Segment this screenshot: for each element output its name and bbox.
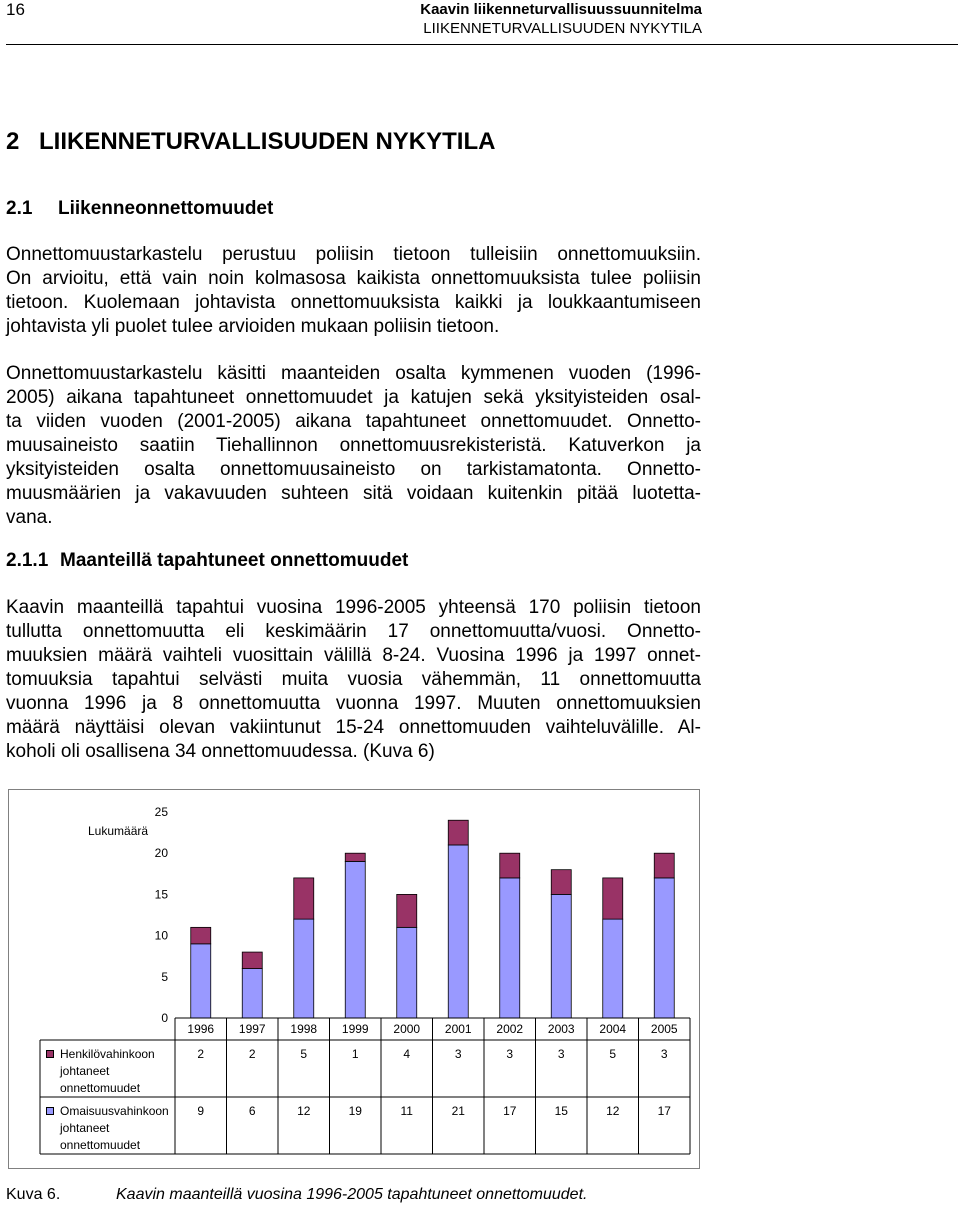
x-tick-label: 2001 — [444, 1022, 472, 1036]
paragraph-line: tomuuksia tapahtui selvästi muita vuosia vähemmän, 11 onnettomuutta — [6, 669, 701, 690]
legend-swatch-henkilovahinko — [46, 1050, 54, 1058]
legend-label-line: johtaneet — [60, 1121, 110, 1135]
paragraph-line: koholi oli osallisena 34 onnettomuudessa. (Kuva 6) — [6, 741, 435, 762]
paragraph-1 — [6, 243, 701, 339]
paragraph-line: 2005) aikana tapahtuneet onnettomuudet ja katujen sekä yksityisteiden osal- — [6, 387, 701, 408]
caption-text: Kaavin maanteillä vuosina 1996-2005 tapahtuneet onnettomuudet. — [116, 1186, 588, 1203]
legend-swatch-omaisuusvahinko — [46, 1107, 54, 1115]
data-table-value: 4 — [403, 1047, 411, 1061]
data-table-value: 12 — [606, 1104, 620, 1118]
page-number: 16 — [6, 0, 25, 19]
y-tick-label: 0 — [161, 1011, 168, 1025]
paragraph-line: On arvioitu, että vain noin kolmasosa kaikista onnettomuuksista tulee poliisin — [6, 268, 701, 289]
paragraph-line: muusmäärien ja vakavuuden suhteen sitä voidaan kuitenkin pitää luotetta- — [6, 483, 701, 504]
x-tick-label: 2002 — [496, 1022, 524, 1036]
data-table-value: 5 — [300, 1047, 308, 1061]
data-table-value: 3 — [454, 1047, 462, 1061]
legend-item-henkilovahinko — [46, 1046, 190, 1097]
header-section-title: LIIKENNETURVALLISUUDEN NYKYTILA — [423, 20, 702, 37]
x-tick-label: 2000 — [393, 1022, 421, 1036]
paragraph-line: vuonna 1996 ja 8 onnettomuutta vuonna 1997. Muuten onnettomuuksien — [6, 693, 701, 714]
paragraph-line: määrä näyttäisi olevan vakiintunut 15-24 onnettomuuden vaihteluvälille. Al- — [6, 717, 701, 738]
paragraph-line: Onnettomuustarkastelu perustuu poliisin tietoon tulleisiin onnettomuuksiin. — [6, 244, 701, 265]
legend-label-line: johtaneet — [60, 1064, 110, 1078]
y-axis-label: Lukumäärä — [88, 824, 149, 838]
x-tick-label: 1999 — [341, 1022, 369, 1036]
data-table-value: 3 — [557, 1047, 565, 1061]
paragraph-line: Kaavin maanteillä tapahtui vuosina 1996-2005 yhteensä 170 poliisin tietoon — [6, 597, 701, 618]
y-tick-label: 10 — [154, 928, 168, 943]
paragraph-line: tietoon. Kuolemaan johtavista onnettomuuksista kaikki ja loukkaantumiseen — [6, 292, 701, 313]
x-tick-label: 1998 — [290, 1022, 318, 1036]
x-tick-label: 2003 — [547, 1022, 575, 1036]
paragraph-line: ta viiden vuoden (2001-2005) aikana tapahtuneet onnettomuudet. Onnetto- — [6, 411, 701, 432]
legend-label-line: Omaisuusvahinkoon — [60, 1104, 169, 1118]
data-table-value: 9 — [197, 1104, 205, 1118]
data-table-value: 21 — [451, 1104, 465, 1118]
data-table-value: 2 — [197, 1047, 205, 1061]
paragraph-line: yksityisteiden osalta onnettomuusaineisto on tarkistamatonta. Onnetto- — [6, 459, 701, 480]
x-tick-label: 1997 — [238, 1022, 266, 1036]
paragraph-line: vana. — [6, 507, 53, 528]
y-tick-label: 5 — [161, 969, 168, 984]
paragraph-3 — [6, 596, 701, 764]
data-table-value: 3 — [660, 1047, 668, 1061]
data-table-value: 15 — [554, 1104, 568, 1118]
data-table-value: 17 — [657, 1104, 671, 1118]
data-table-value: 19 — [348, 1104, 362, 1118]
data-table-value: 11 — [400, 1104, 413, 1118]
data-table-value: 5 — [609, 1047, 617, 1061]
header-doc-title: Kaavin liikenneturvallisuussuunnitelma — [420, 1, 702, 18]
header-rule — [6, 44, 958, 45]
x-tick-label: 2004 — [599, 1022, 627, 1036]
y-tick-label: 15 — [154, 887, 168, 902]
legend-item-omaisuusvahinko — [46, 1103, 190, 1154]
data-table-value: 17 — [503, 1104, 517, 1118]
y-tick-label: 20 — [154, 846, 168, 861]
heading-1-number: 2 — [6, 128, 20, 155]
y-tick-label: 25 — [154, 805, 168, 819]
paragraph-2 — [6, 362, 701, 530]
paragraph-line: tullutta onnettomuutta eli keskimäärin 17 onnettomuutta/vuosi. Onnetto- — [6, 621, 701, 642]
legend-label-line: onnettomuudet — [60, 1138, 141, 1152]
legend-label-line: onnettomuudet — [60, 1081, 141, 1095]
heading-3 — [6, 550, 408, 572]
running-header — [420, 0, 702, 38]
data-table-value: 12 — [297, 1104, 311, 1118]
heading-2-number: 2.1 — [6, 198, 33, 219]
heading-1-text: LIIKENNETURVALLISUUDEN NYKYTILA — [39, 128, 496, 155]
paragraph-line: Onnettomuustarkastelu käsitti maanteiden osalta kymmenen vuoden (1996- — [6, 363, 701, 384]
caption-label: Kuva 6. — [6, 1186, 61, 1203]
paragraph-line: johtavista yli puolet tulee arvioiden mukaan poliisin tietoon. — [6, 316, 500, 337]
data-table-value: 6 — [248, 1104, 256, 1118]
data-table-value: 1 — [351, 1047, 359, 1061]
x-tick-label: 1996 — [187, 1022, 215, 1036]
x-tick-label: 2005 — [650, 1022, 678, 1036]
heading-1 — [6, 128, 495, 156]
paragraph-line: muuksien määrä vaihteli vuosittain välillä 8-24. Vuosina 1996 ja 1997 onnet- — [6, 645, 701, 666]
heading-3-number: 2.1.1 — [6, 550, 49, 571]
legend-label-line: Henkilövahinkoon — [60, 1047, 155, 1061]
heading-3-text: Maanteillä tapahtuneet onnettomuudet — [60, 550, 409, 571]
heading-2-text: Liikenneonnettomuudet — [58, 198, 274, 219]
data-table-value: 3 — [506, 1047, 514, 1061]
heading-2 — [6, 198, 273, 220]
data-table-value: 2 — [248, 1047, 256, 1061]
paragraph-line: muusaineisto saatiin Tiehallinnon onnettomuusrekisteristä. Katuverkon ja — [6, 435, 701, 456]
